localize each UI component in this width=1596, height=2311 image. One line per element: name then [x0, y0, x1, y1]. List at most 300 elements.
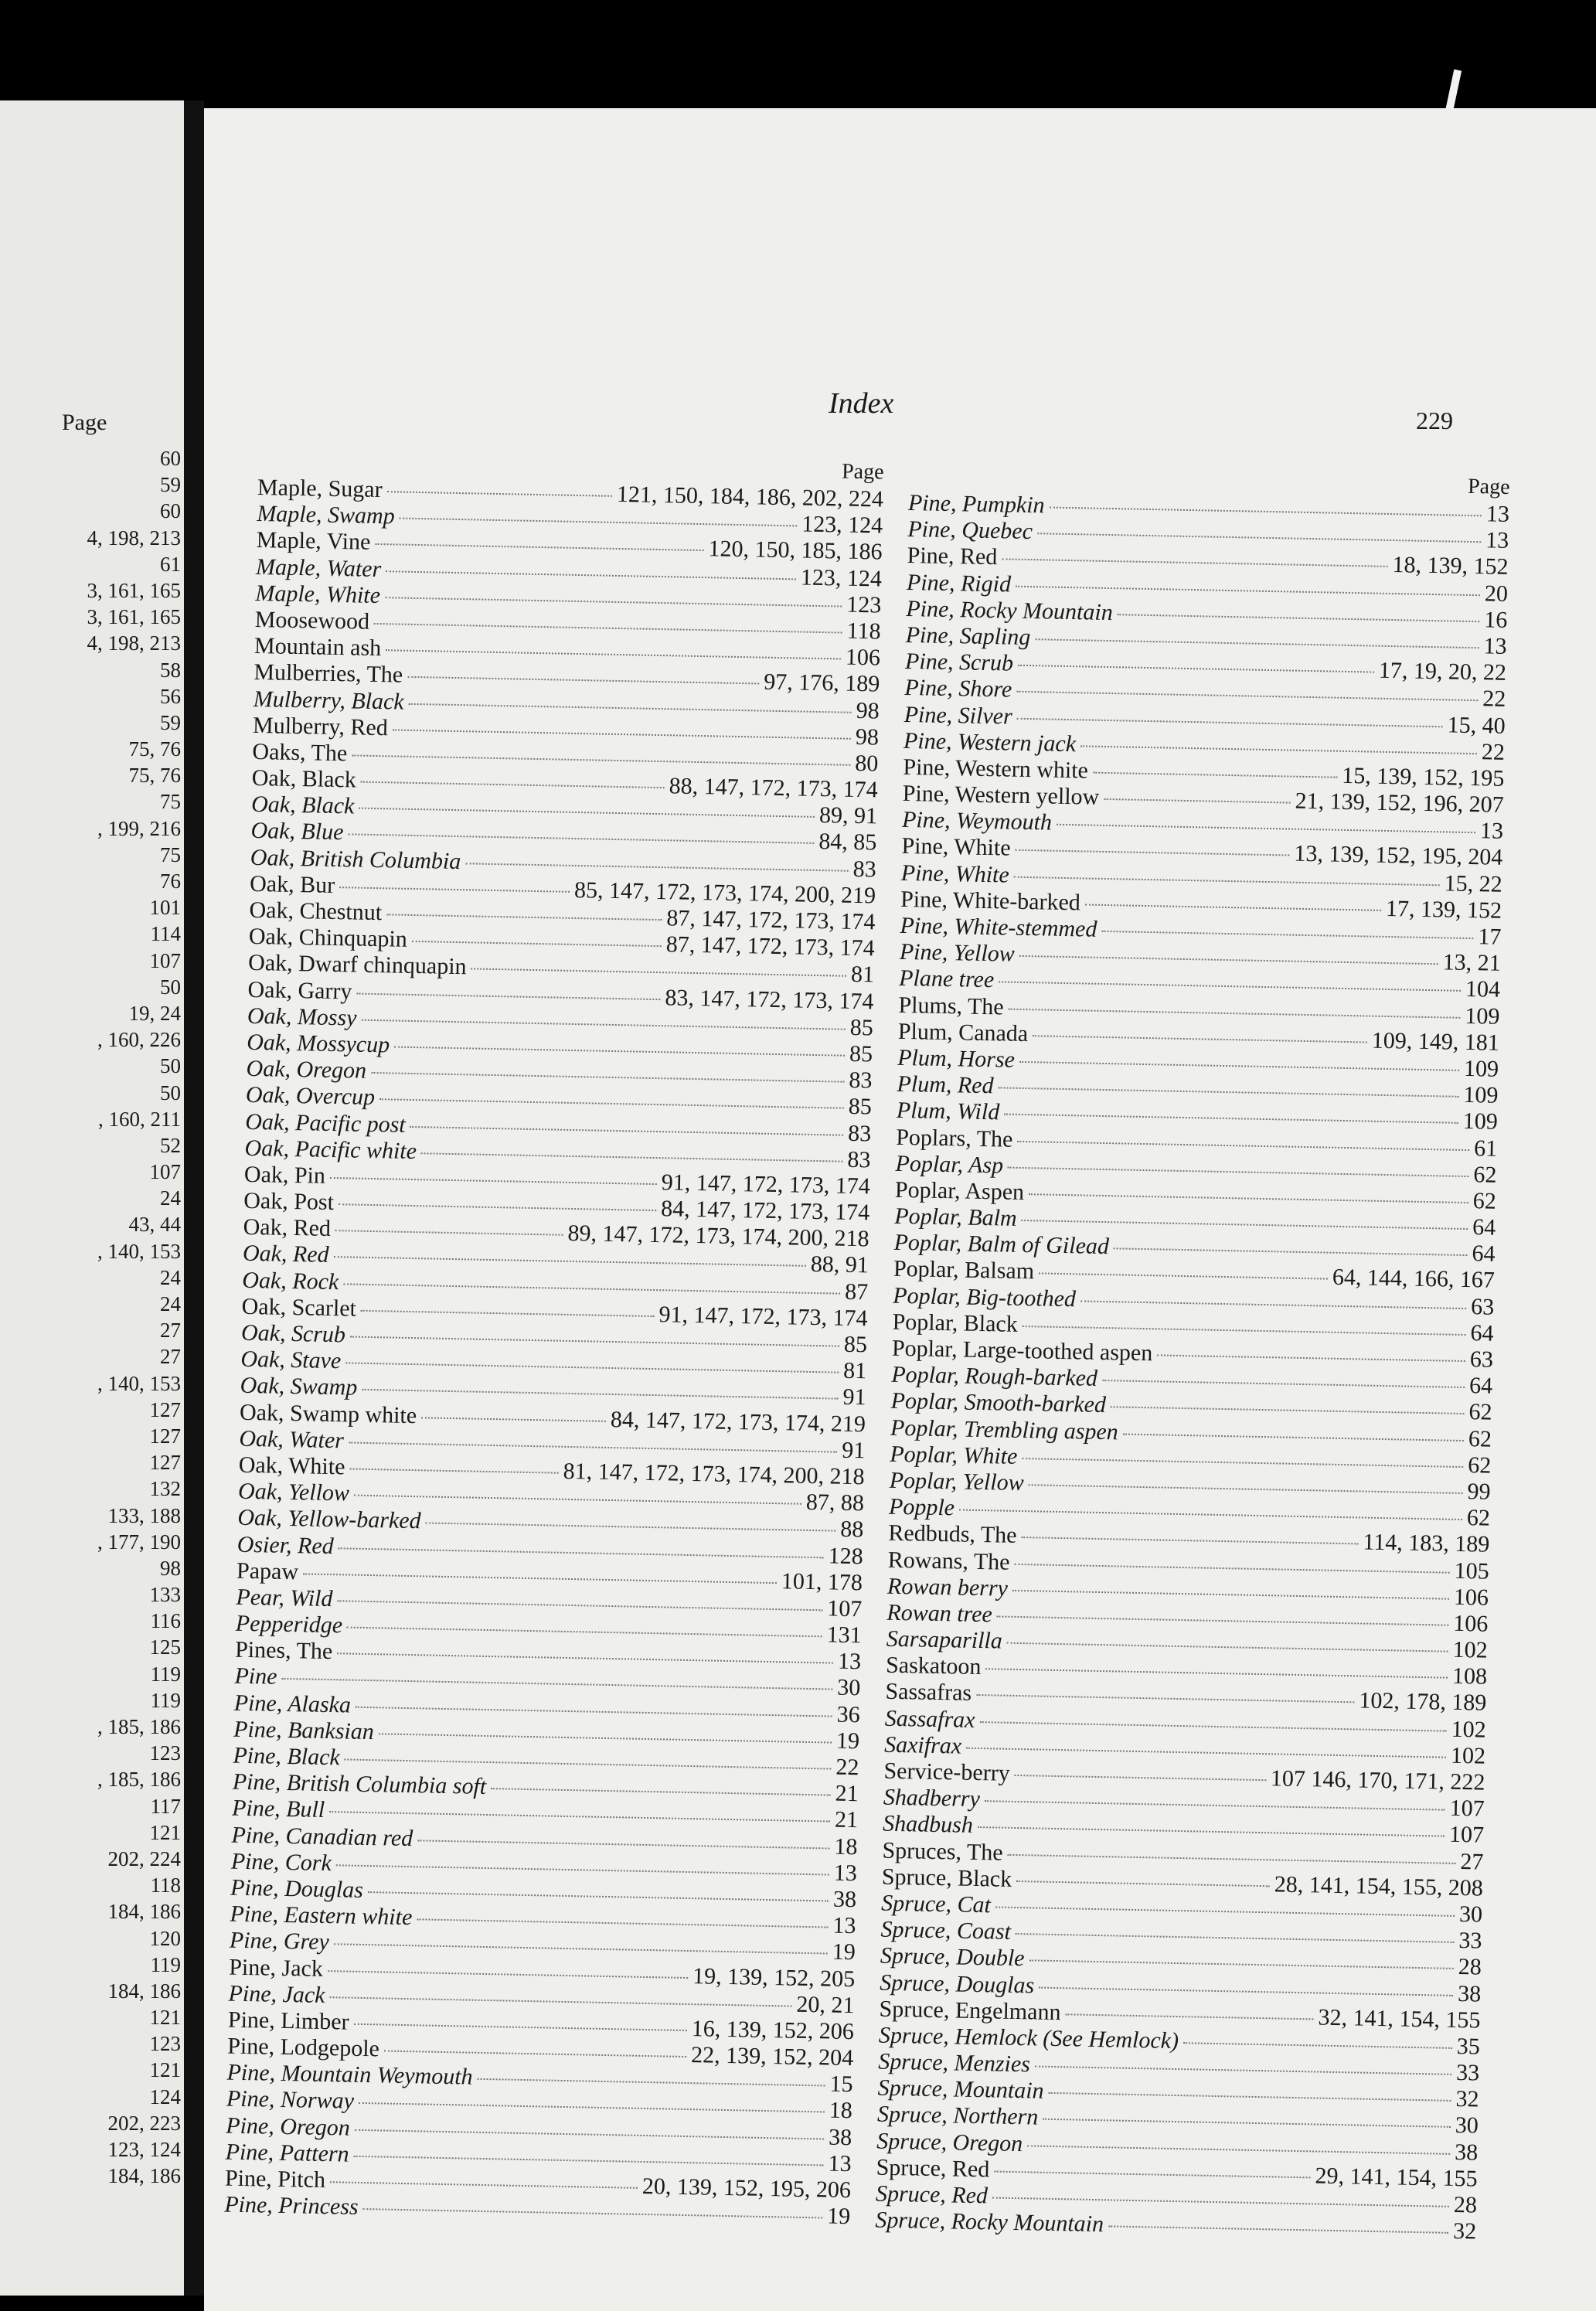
entry-name: Pine, Pumpkin: [907, 489, 1045, 519]
dot-leader: [421, 1417, 606, 1422]
entry-pages: 35: [1456, 2033, 1481, 2060]
dot-leader: [1123, 1433, 1464, 1441]
entry-name: Maple, Water: [255, 553, 382, 582]
entry-name: Pine, Rocky Mountain: [906, 595, 1114, 625]
entry-name: Oak, Red: [243, 1214, 332, 1242]
dot-leader: [354, 2023, 687, 2031]
entry-pages: 99: [1467, 1479, 1491, 1505]
left-page-row: 114: [150, 922, 181, 946]
entry-name: Oak, White: [238, 1452, 345, 1480]
left-page-row: 184, 186: [107, 1900, 181, 1924]
left-page-row: 118: [150, 1874, 181, 1897]
left-page-row: 75: [160, 790, 181, 814]
entry-pages: 81: [842, 1357, 867, 1384]
left-page-row: 50: [160, 1054, 181, 1078]
dot-leader: [347, 1627, 822, 1638]
entry-name: Mulberry, Black: [253, 686, 405, 715]
entry-name: Oak, Black: [250, 791, 355, 819]
entry-name: Sarsaparilla: [886, 1625, 1003, 1654]
entry-pages: 13: [837, 1648, 862, 1675]
entry-name: Pine, Canadian red: [231, 1822, 413, 1851]
index-column-1: [224, 448, 884, 2231]
entry-pages: 123: [846, 591, 882, 618]
entry-name: Spruce, Red: [876, 2154, 990, 2183]
entry-name: Plum, Horse: [897, 1044, 1016, 1073]
dot-leader: [1021, 1537, 1358, 1544]
left-page-row: 24: [160, 1292, 181, 1315]
entry-pages: 15: [829, 2071, 853, 2098]
left-page-row: 202, 224: [107, 1846, 181, 1870]
left-page-row: 19, 24: [128, 1001, 181, 1025]
entry-pages: 13, 139, 152, 195, 204: [1294, 841, 1503, 871]
left-page-row: 202, 223: [107, 2111, 181, 2135]
dot-leader: [1008, 1853, 1456, 1863]
entry-pages: 109: [1465, 1002, 1500, 1030]
entry-pages: 131: [826, 1622, 862, 1649]
dot-leader: [1017, 717, 1443, 727]
dot-leader: [281, 1678, 832, 1690]
dot-leader: [1004, 1114, 1458, 1124]
entry-name: Plum, Canada: [897, 1018, 1029, 1047]
entry-pages: 28, 141, 154, 155, 208: [1274, 1871, 1484, 1901]
entry-name: Pine, Quebec: [907, 516, 1033, 545]
dot-leader: [303, 1573, 777, 1584]
entry-name: Oak, Overcup: [245, 1082, 376, 1111]
entry-pages: 32: [1452, 2218, 1477, 2245]
dot-leader: [412, 941, 662, 947]
left-page-row: 119: [150, 1952, 181, 1976]
entry-pages: 18: [834, 1833, 858, 1860]
dot-leader: [417, 1918, 828, 1928]
entry-name: Pine, Western yellow: [902, 780, 1100, 810]
entry-name: Pine, Yellow: [899, 939, 1016, 967]
entry-name: Pine, Eastern white: [230, 1901, 413, 1931]
left-page-row: 75, 76: [128, 764, 181, 788]
dot-leader: [1039, 1986, 1453, 1996]
entry-pages: 20: [1484, 580, 1509, 607]
dot-leader: [407, 676, 759, 685]
entry-pages: 83: [847, 1146, 871, 1173]
entry-name: Oak, Yellow: [237, 1478, 350, 1506]
entry-pages: 64: [1470, 1319, 1494, 1346]
entry-pages: 19: [826, 2203, 851, 2230]
entry-name: Oak, Swamp white: [239, 1399, 417, 1428]
left-page-row: 56: [160, 684, 181, 708]
entry-pages: 62: [1467, 1452, 1492, 1479]
entry-name: Service-berry: [883, 1758, 1011, 1786]
entry-pages: 121, 150, 184, 186, 202, 224: [616, 481, 884, 512]
entry-pages: 102: [1452, 1636, 1488, 1663]
entry-pages: 62: [1472, 1188, 1497, 1214]
entry-pages: 17: [1478, 924, 1502, 950]
entry-pages: 87, 88: [805, 1489, 865, 1516]
entry-pages: 85: [848, 1094, 873, 1120]
entry-pages: 123, 124: [801, 511, 883, 539]
entry-pages: 38: [828, 2124, 852, 2150]
dot-leader: [329, 1811, 830, 1822]
entry-name: Sassafras: [885, 1679, 972, 1707]
entry-name: Spruce, Oregon: [876, 2128, 1023, 2156]
entry-pages: 91: [842, 1384, 866, 1411]
dot-leader: [1057, 824, 1475, 833]
dot-leader: [1002, 559, 1387, 568]
left-page-row: 119: [150, 1662, 181, 1686]
left-page-row: 50: [160, 1081, 181, 1104]
entry-pages: 88: [839, 1516, 864, 1543]
left-page-row: 60: [160, 447, 181, 470]
entry-pages: 64: [1472, 1214, 1496, 1241]
left-page-row: 133: [149, 1583, 181, 1607]
entry-pages: 87, 147, 172, 173, 174: [666, 905, 876, 935]
entry-pages: 85, 147, 172, 173, 174, 200, 219: [573, 876, 876, 909]
dot-leader: [1118, 614, 1480, 622]
dot-leader: [1029, 1193, 1468, 1203]
entry-name: Pine, Jack: [228, 1954, 324, 1982]
dot-leader: [1008, 1166, 1468, 1176]
left-page: [0, 100, 202, 2296]
entry-name: Mulberries, The: [254, 659, 403, 688]
entry-name: Spruce, Mountain: [877, 2074, 1044, 2104]
left-page-row: , 185, 186: [97, 1715, 181, 1738]
dot-leader: [329, 1996, 791, 2006]
entry-pages: 120, 150, 185, 186: [708, 536, 883, 565]
dot-leader: [1111, 1407, 1465, 1415]
entry-pages: 33: [1458, 1928, 1482, 1954]
dot-leader: [359, 808, 815, 818]
dot-leader: [386, 914, 662, 921]
entry-pages: 81: [850, 961, 875, 988]
entry-pages: 20, 21: [796, 1991, 855, 2018]
index-column-2: [875, 464, 1510, 2245]
left-page-row: 24: [160, 1265, 181, 1289]
left-page-row: , 160, 211: [98, 1107, 181, 1131]
entry-name: Pine, Princess: [224, 2191, 359, 2221]
entry-name: Pine, Bull: [231, 1795, 325, 1823]
dot-leader: [1104, 798, 1290, 804]
entry-pages: 118: [846, 618, 881, 645]
entry-pages: 13: [1479, 818, 1504, 845]
column-entries: [875, 490, 1509, 2245]
dot-leader: [1018, 665, 1374, 673]
entry-pages: 38: [1457, 1980, 1482, 2007]
entry-name: Pine, Shore: [904, 675, 1012, 703]
dot-leader: [328, 1970, 688, 1979]
entry-pages: 13: [1485, 501, 1510, 527]
dot-leader: [354, 2156, 824, 2166]
dot-leader: [1035, 2066, 1451, 2075]
entry-pages: 83: [849, 1067, 873, 1094]
entry-pages: 105: [1454, 1557, 1489, 1584]
entry-pages: 61: [1473, 1135, 1498, 1162]
dot-leader: [386, 649, 841, 659]
entry-pages: 19, 139, 152, 205: [692, 1962, 856, 1992]
dot-leader: [361, 781, 665, 789]
entry-name: Saskatoon: [885, 1652, 982, 1680]
dot-leader: [386, 570, 796, 580]
dot-leader: [417, 1840, 829, 1849]
dot-leader: [1029, 1960, 1453, 1970]
entry-name: Poplars, The: [895, 1124, 1013, 1152]
dot-leader: [1035, 638, 1479, 648]
dot-leader: [1049, 2092, 1451, 2102]
dot-leader: [337, 1600, 822, 1611]
dot-leader: [1080, 1300, 1466, 1309]
entry-pages: 85: [849, 1014, 874, 1041]
left-page-label: Page: [62, 410, 107, 435]
dot-leader: [410, 1125, 843, 1135]
dot-leader: [1016, 1933, 1455, 1943]
dot-leader: [1015, 1775, 1266, 1781]
dot-leader: [352, 754, 850, 765]
entry-pages: 85: [849, 1040, 873, 1067]
dot-leader: [1019, 1061, 1459, 1071]
entry-pages: 15, 22: [1444, 870, 1503, 897]
dot-leader: [992, 2197, 1449, 2207]
entry-pages: 13: [833, 1860, 858, 1886]
entry-name: Poplar, White: [890, 1441, 1018, 1469]
entry-name: Pine, Alaska: [233, 1690, 352, 1718]
entry-name: Pine, Western jack: [903, 727, 1077, 757]
entry-name: Pine, Pitch: [224, 2165, 326, 2194]
entry-pages: 32: [1455, 2086, 1479, 2112]
dot-leader: [400, 518, 798, 527]
dot-leader: [1080, 745, 1477, 754]
entry-pages: 114, 183, 189: [1363, 1529, 1490, 1557]
left-page-row: , 140, 153: [97, 1371, 181, 1395]
entry-pages: 22: [835, 1754, 859, 1781]
left-page-row: 117: [150, 1794, 181, 1818]
dot-leader: [354, 1495, 801, 1505]
entry-name: Oak, Stave: [240, 1346, 342, 1374]
entry-name: Pear, Wild: [236, 1584, 333, 1612]
dot-leader: [1015, 849, 1289, 856]
entry-name: Rowan tree: [886, 1599, 993, 1628]
dot-leader: [362, 1389, 838, 1400]
entry-name: Poplar, Big-toothed: [893, 1282, 1077, 1312]
entry-name: Pine, Weymouth: [901, 807, 1053, 836]
entry-name: Spruce, Douglas: [879, 1969, 1035, 1998]
entry-name: Moosewood: [254, 606, 370, 635]
entry-pages: 104: [1465, 976, 1501, 1003]
entry-name: Pine, Cork: [230, 1848, 332, 1876]
entry-name: Spruce, Engelmann: [879, 1996, 1061, 2025]
dot-leader: [471, 968, 847, 977]
entry-pages: 63: [1469, 1346, 1494, 1373]
dot-leader: [465, 863, 848, 872]
entry-name: Oak, Scrub: [240, 1319, 346, 1348]
dot-leader: [1102, 1380, 1465, 1388]
dot-leader: [337, 1652, 833, 1663]
entry-pages: 106: [1453, 1584, 1489, 1611]
dot-leader: [339, 1547, 824, 1558]
dot-leader: [995, 1906, 1455, 1916]
entry-name: Poplar, Aspen: [894, 1176, 1025, 1205]
entry-pages: 15, 139, 152, 195: [1342, 762, 1505, 791]
dot-leader: [371, 1072, 844, 1083]
entry-pages: 21: [835, 1780, 859, 1807]
entry-name: Papaw: [236, 1557, 299, 1584]
left-page-row: 107: [149, 1160, 181, 1184]
entry-pages: 28: [1453, 2191, 1478, 2218]
entry-name: Plum, Red: [897, 1070, 994, 1099]
entry-pages: 13: [1483, 633, 1507, 659]
entry-pages: 106: [1453, 1610, 1489, 1637]
entry-name: Oak, Rock: [242, 1267, 339, 1295]
entry-pages: 18: [829, 2098, 853, 2124]
entry-name: Pepperidge: [235, 1610, 343, 1639]
entry-name: Spruce, Hemlock (See Hemlock): [878, 2022, 1179, 2054]
entry-pages: 106: [845, 644, 881, 671]
dot-leader: [1037, 533, 1481, 543]
left-page-row: 98: [160, 1556, 181, 1580]
entry-name: Pine, Jack: [228, 1980, 325, 2008]
left-page-row: 124: [149, 2085, 181, 2108]
entry-name: Pine, Douglas: [230, 1874, 364, 1903]
entry-name: Spruce, Menzies: [877, 2048, 1031, 2078]
entry-pages: 102: [1450, 1742, 1486, 1769]
entry-name: Pine, Western white: [903, 754, 1089, 784]
left-page-row: , 185, 186: [97, 1768, 181, 1792]
entry-pages: 22: [1481, 738, 1506, 765]
entry-name: Oak, Scarlet: [241, 1293, 357, 1322]
left-page-row: 59: [160, 710, 181, 734]
left-page-row: 125: [149, 1635, 181, 1659]
dot-leader: [1101, 931, 1473, 939]
left-page-row: 107: [149, 948, 181, 972]
entry-pages: 19: [835, 1727, 860, 1755]
dot-leader: [384, 2051, 686, 2058]
entry-pages: 62: [1473, 1161, 1497, 1188]
dot-leader: [1108, 2226, 1448, 2234]
left-page-row: 75, 76: [128, 737, 181, 761]
entry-pages: 83: [847, 1120, 872, 1146]
entry-name: Poplar, Black: [892, 1309, 1019, 1337]
left-page-row: 123: [149, 1741, 181, 1765]
dot-leader: [478, 2078, 825, 2087]
entry-name: Maple, Vine: [256, 527, 371, 556]
entry-name: Oak, British Columbia: [250, 844, 461, 874]
dot-leader: [330, 1177, 657, 1185]
entry-name: Mulberry, Red: [252, 712, 389, 740]
dot-leader: [368, 1891, 829, 1901]
entry-pages: 36: [836, 1701, 861, 1727]
dot-leader: [350, 1336, 839, 1346]
entry-pages: 64: [1468, 1373, 1493, 1399]
left-page-row: 133, 188: [107, 1503, 181, 1527]
left-page-row: 76: [160, 870, 181, 893]
dot-leader: [1016, 585, 1480, 596]
entry-name: Saxifrax: [883, 1731, 962, 1759]
entry-pages: 89, 147, 172, 173, 174, 200, 218: [567, 1220, 869, 1252]
dot-leader: [379, 1733, 832, 1743]
entry-pages: 107: [827, 1595, 863, 1622]
entry-name: Pine, British Columbia soft: [232, 1768, 487, 1800]
entry-name: Popple: [888, 1493, 955, 1521]
entry-pages: 27: [1460, 1848, 1484, 1875]
column-page-label: Page: [841, 459, 884, 485]
entry-pages: 18, 139, 152: [1392, 552, 1509, 580]
dot-leader: [1007, 1642, 1448, 1652]
dot-leader: [426, 1523, 836, 1532]
left-page-row: 116: [150, 1609, 181, 1633]
entry-name: Oak, Dwarf chinquapin: [247, 950, 467, 980]
entry-name: Rowans, The: [887, 1547, 1010, 1575]
dot-leader: [359, 2102, 825, 2113]
entry-name: Oak, Red: [242, 1241, 329, 1268]
dot-leader: [1014, 1563, 1449, 1573]
entry-name: Pine, White-barked: [900, 886, 1081, 916]
dot-leader: [1065, 2013, 1313, 2020]
entry-pages: 107 146, 170, 171, 222: [1270, 1765, 1485, 1795]
entry-name: Pine, Scrub: [904, 648, 1014, 676]
dot-leader: [356, 992, 660, 1000]
dot-leader: [1012, 1590, 1449, 1600]
left-page-row: 184, 186: [107, 2164, 181, 2188]
entry-pages: 84, 147, 172, 173, 174, 219: [610, 1406, 866, 1437]
dot-leader: [375, 543, 703, 551]
entry-pages: 80: [855, 750, 879, 777]
entry-pages: 108: [1451, 1663, 1488, 1690]
entry-name: Poplar, Asp: [895, 1150, 1004, 1179]
column-page-label: Page: [1467, 474, 1510, 499]
left-page-row: 123: [149, 2032, 181, 2056]
entry-name: Pine, White-stemmed: [900, 912, 1097, 942]
entry-pages: 13: [1485, 527, 1509, 554]
dot-leader: [349, 1468, 558, 1473]
dot-leader: [361, 1310, 655, 1317]
dot-leader: [1157, 1354, 1465, 1362]
dot-leader: [348, 834, 814, 845]
entry-name: Pine: [234, 1663, 277, 1690]
entry-pages: 13, 21: [1442, 949, 1502, 977]
entry-pages: 83: [852, 856, 877, 883]
dot-leader: [1019, 955, 1438, 965]
left-page-row: 60: [160, 499, 181, 523]
entry-pages: 123, 124: [800, 564, 883, 592]
left-page-row: 4, 198, 213: [87, 631, 181, 655]
dot-leader: [1016, 1880, 1270, 1887]
entry-pages: 62: [1466, 1505, 1491, 1531]
entry-pages: 21: [834, 1807, 859, 1833]
entry-name: Poplar, Balm of Gilead: [893, 1230, 1110, 1260]
dot-leader: [374, 623, 842, 634]
dot-leader: [336, 1864, 829, 1875]
entry-name: Maple, Sugar: [257, 474, 383, 503]
left-page-row: 59: [160, 473, 181, 497]
left-page-row: 132: [149, 1477, 181, 1501]
entry-name: Oak, Blue: [250, 818, 344, 846]
entry-name: Pine, Pattern: [225, 2139, 349, 2167]
entry-pages: 22, 139, 152, 204: [690, 2042, 854, 2071]
dot-leader: [1085, 904, 1381, 910]
dot-leader: [959, 1509, 1462, 1520]
left-page-row: 121: [149, 2006, 181, 2030]
dot-leader: [1029, 1484, 1463, 1494]
entry-name: Oak, Bur: [249, 870, 335, 898]
entry-pages: 15, 40: [1447, 711, 1506, 739]
left-page-row: 3, 161, 165: [87, 605, 181, 629]
left-page-row: , 177, 190: [97, 1530, 181, 1554]
dot-leader: [1009, 1008, 1461, 1018]
entry-pages: 63: [1470, 1293, 1495, 1320]
left-page-row: 27: [160, 1319, 181, 1343]
entry-name: Pine, Lodgepole: [226, 2033, 380, 2062]
entry-name: Oak, Oregon: [246, 1055, 367, 1084]
dot-leader: [979, 1721, 1446, 1732]
entry-pages: 20, 139, 152, 195, 206: [641, 2173, 852, 2204]
entry-name: Oak, Chinquapin: [248, 924, 408, 953]
dot-leader: [330, 2181, 638, 2189]
